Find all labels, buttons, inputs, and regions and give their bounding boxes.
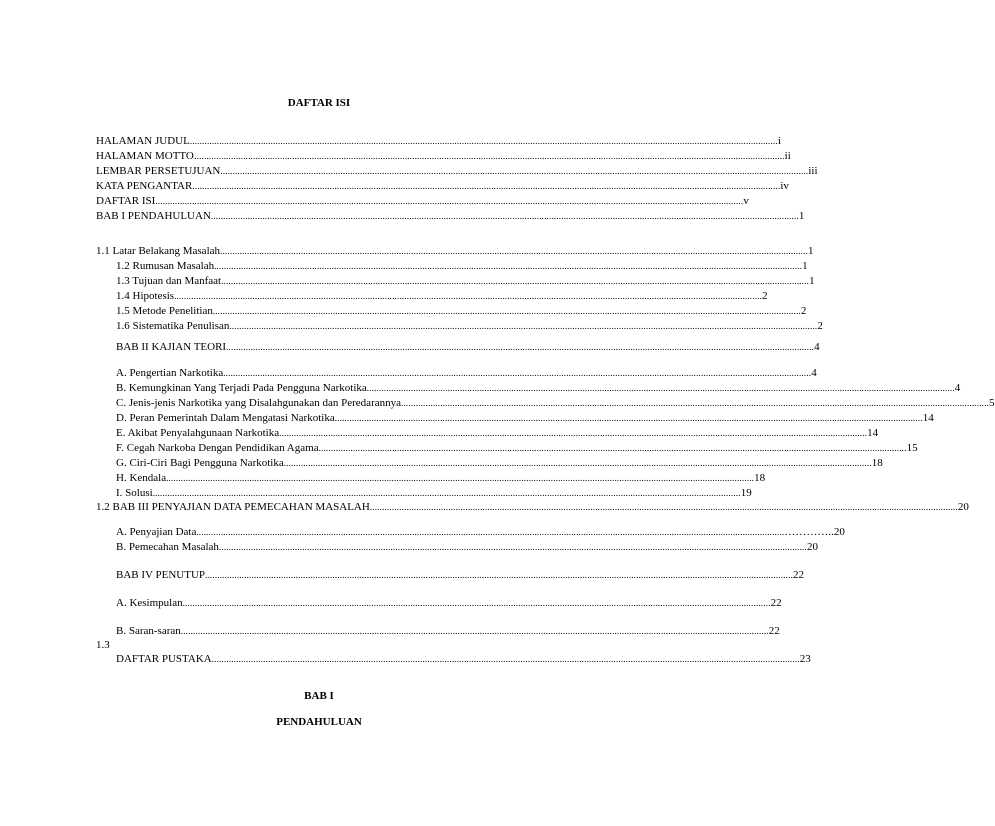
toc-entry: 1.2 Rumusan Masalah ................................................................................................................................................................................................................................................ 1 xyxy=(116,260,808,272)
toc-entry: HALAMAN JUDUL ................................................................................................................................................................................................................................................ i xyxy=(96,135,781,147)
chapter-label: BAB I xyxy=(304,690,334,702)
toc-entry: LEMBAR PERSETUJUAN ................................................................................................................................................................................................................................................ iii xyxy=(96,165,818,177)
toc-chapter-entry: BAB IV PENUTUP ................................................................................................................................................................................................................................................ 22 xyxy=(116,569,805,581)
toc-entry: B. Saran-saran ................................................................................................................................................................................................................................................ 22 xyxy=(116,625,780,637)
chapter-title: PENDAHULUAN xyxy=(276,716,362,728)
toc-entry: I. Solusi ................................................................................................................................................................................................................................................ 19 xyxy=(116,487,752,499)
toc-title: DAFTAR ISI xyxy=(287,97,351,109)
toc-entry: 1.4 Hipotesis ................................................................................................................................................................................................................................................ 2 xyxy=(116,290,768,302)
toc-entry: H. Kendala ................................................................................................................................................................................................................................................ 18 xyxy=(116,472,766,484)
toc-entry: 1.3 Tujuan dan Manfaat ................................................................................................................................................................................................................................................ 1 xyxy=(116,275,815,287)
toc-entry: 1.6 Sistematika Penulisan ................................................................................................................................................................................................................................................ 2 xyxy=(116,320,823,332)
toc-entry: KATA PENGANTAR ................................................................................................................................................................................................................................................ iv xyxy=(96,180,789,192)
toc-entry: G. Ciri-Ciri Bagi Pengguna Narkotika ................................................................................................................................................................................................................................................ 18 xyxy=(116,457,883,469)
toc-entry: F. Cegah Narkoba Dengan Pendidikan Agama ................................................................................................................................................................................................................................................ 15 xyxy=(116,442,918,454)
toc-entry: A. Penyajian Data ................................................................................................................................................................................................................................................ …………..20 xyxy=(116,526,845,538)
toc-chapter-entry: 1.2 BAB III PENYAJIAN DATA PEMECAHAN MASALAH ................................................................................................................................................................................................................................................ 20 xyxy=(96,501,969,513)
toc-entry: DAFTAR PUSTAKA ................................................................................................................................................................................................................................................ 23 xyxy=(116,653,811,665)
toc-entry: A. Pengertian Narkotika ................................................................................................................................................................................................................................................ 4 xyxy=(116,367,817,379)
stray-section-number: 1.3 xyxy=(96,639,110,651)
toc-entry: BAB I PENDAHULUAN ................................................................................................................................................................................................................................................ 1 xyxy=(96,210,805,222)
toc-entry: B. Pemecahan Masalah ................................................................................................................................................................................................................................................ 20 xyxy=(116,541,818,553)
toc-chapter-entry: BAB II KAJIAN TEORI ................................................................................................................................................................................................................................................ 4 xyxy=(116,341,820,353)
toc-entry: B. Kemungkinan Yang Terjadi Pada Pengguna Narkotika ................................................................................................................................................................................................................................................ 4 xyxy=(116,382,961,394)
toc-entry: E. Akibat Penyalahgunaan Narkotika ................................................................................................................................................................................................................................................ 14 xyxy=(116,427,879,439)
toc-entry: DAFTAR ISI ................................................................................................................................................................................................................................................ v xyxy=(96,195,749,207)
toc-entry: 1.1 Latar Belakang Masalah ................................................................................................................................................................................................................................................ 1 xyxy=(96,245,814,257)
toc-entry: HALAMAN MOTTO. ................................................................................................................................................................................................................................................ ii xyxy=(96,150,791,162)
toc-entry: D. Peran Pemerintah Dalam Mengatasi Narkotika ................................................................................................................................................................................................................................................ 14 xyxy=(116,412,934,424)
toc-entry: C. Jenis-jenis Narkotika yang Disalahgunakan dan Peredarannya ................................................................................................................................................................................................................................................ 5 xyxy=(116,397,995,409)
toc-entry: 1.5 Metode Penelitian ................................................................................................................................................................................................................................................ 2 xyxy=(116,305,807,317)
toc-entry: A. Kesimpulan ................................................................................................................................................................................................................................................ 22 xyxy=(116,597,782,609)
